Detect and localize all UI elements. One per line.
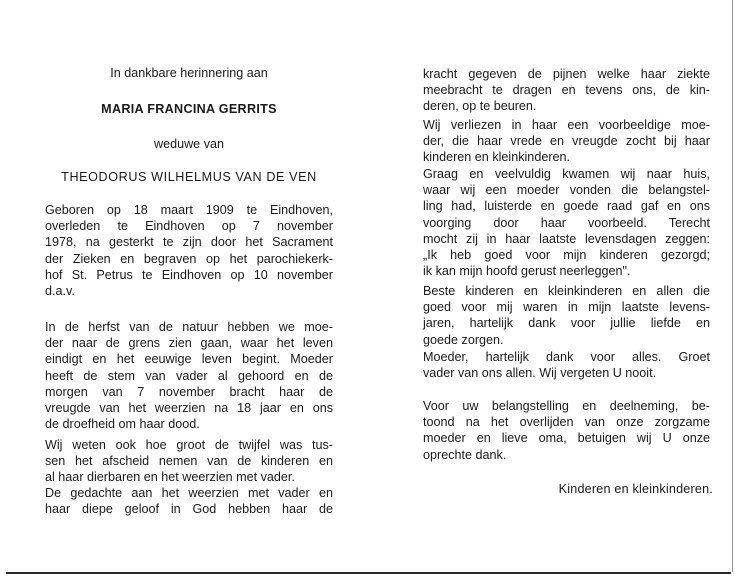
text-line: Geboren op 18 maart 1909 te Eindhoven, <box>45 203 333 217</box>
text-line: „Ik heb goed voor mijn kinderen gezorgd; <box>423 248 710 263</box>
text-line: ling had, luisterde en goede raad gaf en ons <box>423 199 710 214</box>
text-line: meebracht te dragen en tevens ons, de kin- <box>423 83 710 98</box>
paragraph-birth-death <box>45 202 333 299</box>
intro-line: In dankbare herinnering aan <box>110 66 268 80</box>
text-line: sen het afscheid nemen van de kinderen en <box>45 454 333 469</box>
signature-line: Kinderen en kleinkinderen. <box>558 482 713 496</box>
text-line: deren, op te beuren. <box>423 99 537 114</box>
text-line: haar diepe geloof in God hebben haar de <box>45 502 333 517</box>
text-line: moeder en lieve oma, betuigen wij U onze <box>423 431 710 446</box>
deceased-name: MARIA FRANCINA GERRITS <box>101 102 277 116</box>
text-line: vreugde van het weerzien na 18 jaar en ons <box>45 401 333 416</box>
text-line: der, die haar vrede en vreugde zocht bij haar <box>423 134 710 149</box>
text-line: waar wij een moeder vonden die belangstel- <box>423 183 710 198</box>
paragraph-loss <box>423 117 710 166</box>
text-line: mocht zij in haar laatste levensdagen zeggen: <box>423 231 710 246</box>
text-line: hof St. Petrus te Eindhoven op 10 november <box>45 267 333 282</box>
text-line: Wij weten ook hoe groot de twijfel was tus- <box>45 438 333 452</box>
text-line: der Zieken en begraven op het parochiekerk- <box>45 251 333 266</box>
text-line: 1978, na gesterkt te zijn door het Sacrament <box>45 235 333 250</box>
paragraph-acknowledgement <box>423 398 710 463</box>
text-line: ik kan mijn hoofd gerust neerleggen". <box>423 264 631 279</box>
text-line: kracht gegeven de pijnen welke haar ziekte <box>423 67 710 81</box>
text-line: voorging door haar voorbeeld. Terecht <box>423 215 710 230</box>
card-bottom-rule <box>6 572 731 574</box>
husband-name: THEODORUS WILHELMUS VAN DE VEN <box>61 170 317 184</box>
text-line: goede zorgen. <box>423 332 504 347</box>
paragraph-thanks-children <box>423 283 710 348</box>
text-line: d.a.v. <box>45 284 75 299</box>
text-line: Beste kinderen en kleinkinderen en allen die <box>423 284 710 298</box>
text-line: eindigt en het eeuwige leven begint. Moeder <box>45 352 333 367</box>
widow-of-line: weduwe van <box>153 137 224 151</box>
text-line: kinderen en kleinkinderen. <box>423 150 571 165</box>
text-line: goed voor mij waren in mijn laatste levens- <box>423 300 710 315</box>
text-line: heeft de stem van vader al gehoord en de <box>45 368 333 383</box>
paragraph-doubt <box>45 437 333 486</box>
text-line: jaren, hartelijk dank voor jullie liefde en <box>423 316 710 331</box>
paragraph-home <box>423 166 710 279</box>
text-line: overleden te Eindhoven op 7 november <box>45 219 333 234</box>
paragraph-autumn <box>45 319 333 432</box>
text-line: Voor uw belangstelling en deelneming, be- <box>423 399 710 413</box>
paragraph-faith <box>45 485 333 517</box>
text-line: Graag en veelvuldig kwamen wij naar huis, <box>423 167 710 181</box>
text-line: Moeder, hartelijk dank voor alles. Groet <box>423 350 710 364</box>
text-line: der naar de grens zien gaan, waar het leven <box>45 336 333 351</box>
text-line: toond na het overlijden van onze zorgzame <box>423 415 710 430</box>
text-line: oprechte dank. <box>423 447 507 462</box>
text-line: morgen van 7 november bracht haar de <box>45 384 333 399</box>
text-line: de droefheid om haar dood. <box>45 417 200 432</box>
text-line: Wij verliezen in haar een voorbeeldige moe- <box>423 118 710 132</box>
paragraph-strength <box>423 66 710 115</box>
paragraph-thanks-mother <box>423 349 710 381</box>
text-line: De gedachte aan het weerzien met vader en <box>45 486 333 500</box>
text-line: In de herfst van de natuur hebben we moe- <box>45 320 333 334</box>
card-edge-right <box>732 0 733 572</box>
text-line: vader van ons allen. Wij vergeten U nooit. <box>423 366 657 381</box>
text-line: al haar dierbaren en het weerzien met vader. <box>45 470 295 485</box>
